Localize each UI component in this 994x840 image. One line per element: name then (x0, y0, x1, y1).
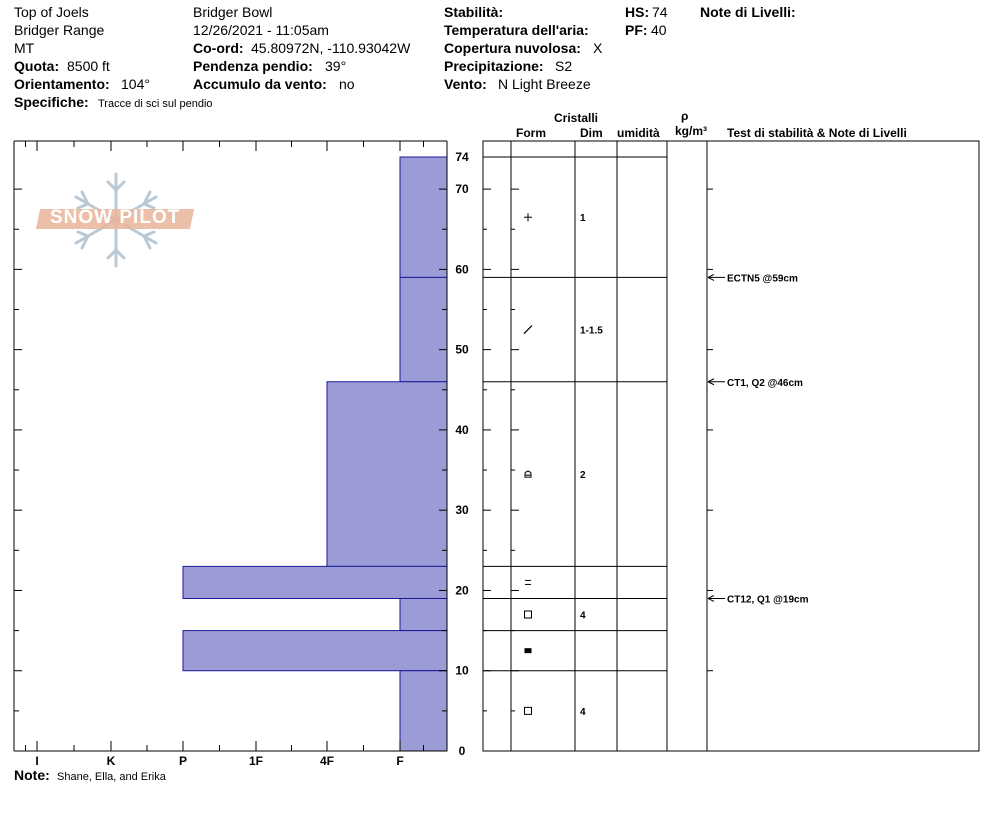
stability-notes-header: Test di stabilità & Note di Livelli (727, 126, 907, 140)
hardness-bar (327, 382, 447, 567)
x-tick-label: 4F (319, 754, 335, 768)
y-tick-label: 20 (455, 583, 469, 598)
air-temp-label: Temperatura dell'aria: (444, 22, 589, 38)
hardness-bar (183, 631, 447, 671)
hardness-bar (400, 157, 447, 277)
elevation-label: Quota: (14, 58, 60, 74)
grain-form-symbol (525, 648, 532, 653)
form-header: Form (516, 126, 546, 140)
y-tick-label: 50 (455, 342, 469, 357)
y-tick-label: 40 (455, 422, 469, 437)
sky-value: X (593, 40, 603, 56)
stability-test-label: ECTN5 @59cm (727, 273, 798, 285)
coord-value: 45.80972N, -110.93042W (251, 40, 411, 56)
specifics-label: Specifiche: (14, 94, 89, 110)
x-tick-label: 1F (248, 754, 264, 768)
grain-form-symbol (525, 611, 532, 618)
slope-label: Pendenza pendio: (193, 58, 313, 74)
grain-size-label: 1 (580, 213, 586, 225)
range-name: Bridger Range (14, 22, 105, 38)
grain-form-symbol (524, 326, 532, 334)
logo-text-label: SNOW PILOT (50, 207, 181, 228)
x-tick-label: K (106, 754, 116, 768)
grain-form-symbol (525, 707, 532, 714)
slope-value: 39° (325, 58, 347, 74)
wind-loading-value: no (339, 76, 355, 92)
moisture-header: umidità (617, 126, 660, 140)
size-header: Dim (580, 126, 603, 140)
aspect-label: Orientamento: (14, 76, 110, 92)
wind-loading-label: Accumulo da vento: (193, 76, 327, 92)
y-tick-label: 60 (455, 262, 469, 277)
pf-label: PF: (625, 22, 648, 38)
x-tick-label: I (35, 754, 39, 768)
grain-size-label: 4 (580, 610, 586, 622)
density-unit-header: kg/m³ (675, 124, 708, 138)
elevation-value: 8500 ft (67, 58, 110, 74)
specifics-value: Tracce di sci sul pendio (98, 98, 213, 110)
note-label: Note: (14, 767, 50, 783)
wind-label: Vento: (444, 76, 487, 92)
layer-notes-label: Note di Livelli: (700, 4, 796, 20)
stability-label: Stabilità: (444, 4, 504, 20)
hardness-bar (400, 598, 447, 630)
note-value: Shane, Ella, and Erika (57, 771, 166, 783)
layer-table-frame (483, 141, 979, 751)
location-name: Top of Joels (14, 4, 89, 20)
stability-test-label: CT1, Q2 @46cm (727, 377, 803, 389)
y-tick-label: 70 (455, 182, 469, 197)
x-tick-label: F (396, 754, 404, 768)
aspect-value: 104° (121, 76, 150, 92)
pf-value: 40 (651, 22, 667, 38)
precip-value: S2 (555, 58, 573, 74)
stability-test-label: CT12, Q1 @19cm (727, 594, 809, 606)
y-tick-label: 0 (458, 744, 466, 758)
y-tick-label: 30 (455, 503, 469, 518)
area-name: Bridger Bowl (193, 4, 273, 20)
wind-value: N Light Breeze (498, 76, 591, 92)
hardness-bar (400, 671, 447, 751)
x-tick-label: P (178, 754, 188, 768)
precip-label: Precipitazione: (444, 58, 544, 74)
y-tick-label: 74 (455, 150, 469, 164)
grain-form-symbol (525, 471, 531, 477)
grain-size-label: 1-1.5 (580, 325, 603, 337)
hs-label: HS: (625, 4, 650, 20)
grain-size-label: 2 (580, 470, 586, 482)
coord-label: Co-ord: (193, 40, 244, 56)
hardness-bar (183, 566, 447, 598)
state-name: MT (14, 40, 35, 56)
crystals-header: Cristalli (554, 111, 599, 125)
sky-label: Copertura nuvolosa: (444, 40, 581, 56)
grain-size-label: 4 (580, 706, 586, 718)
hs-value: 74 (652, 4, 668, 20)
observation-datetime: 12/26/2021 - 11:05am (193, 22, 329, 38)
rho-header: ρ (681, 109, 689, 123)
hardness-bar (400, 277, 447, 381)
y-tick-label: 10 (455, 663, 469, 678)
